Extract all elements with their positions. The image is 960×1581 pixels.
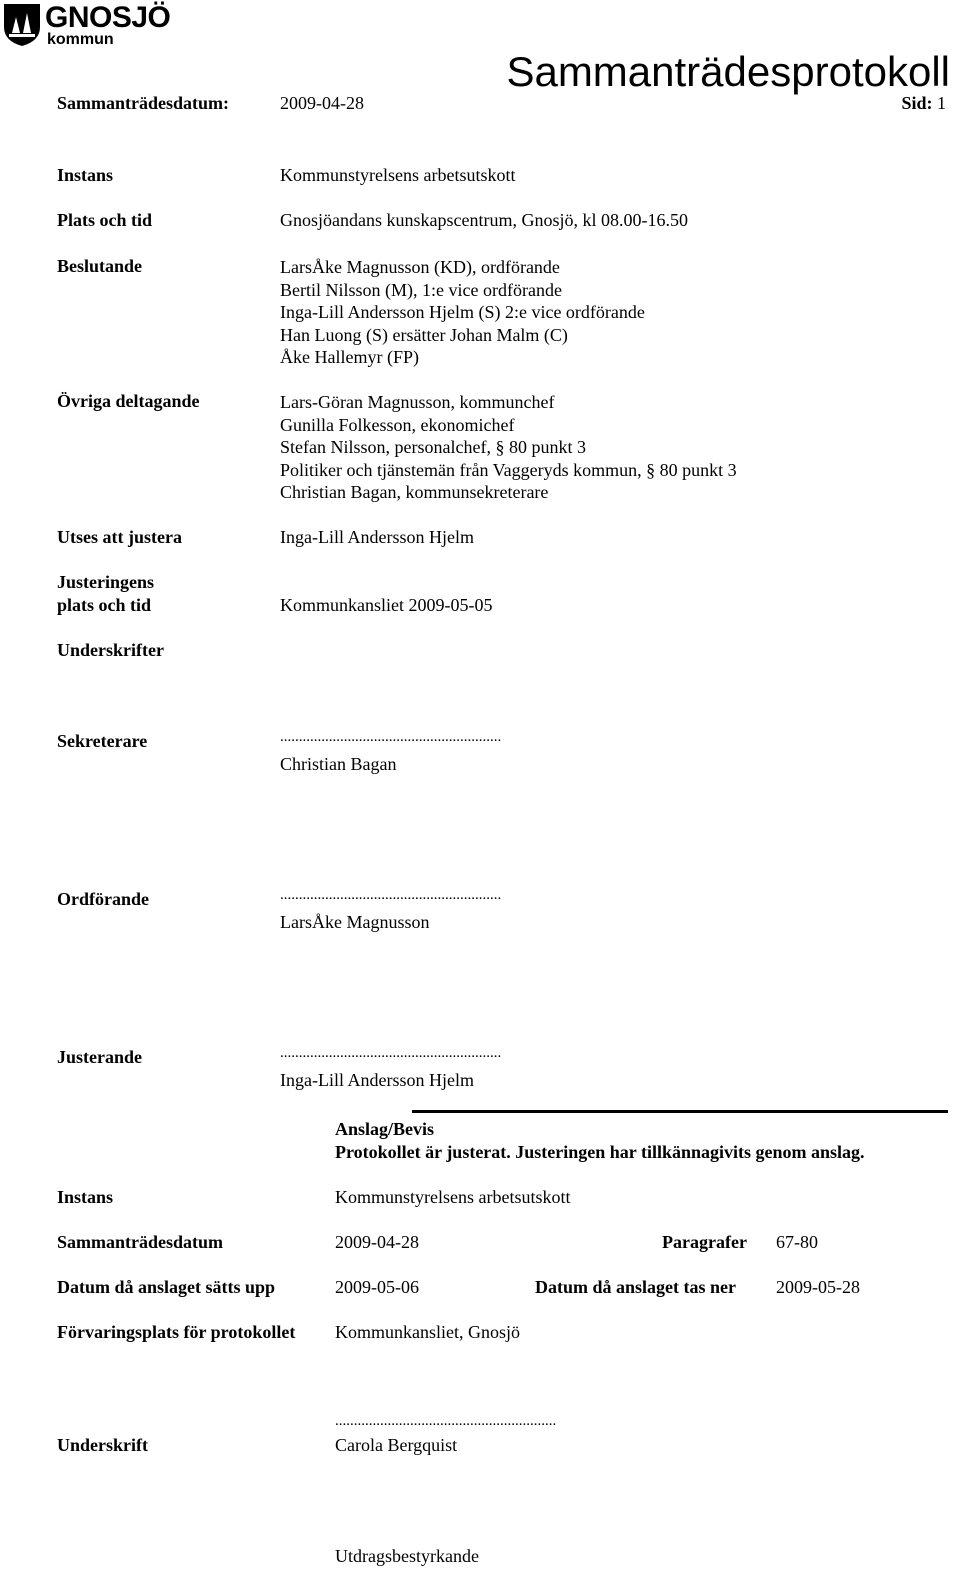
- signatures-heading: Underskrifter: [57, 640, 164, 660]
- list-item: Politiker och tjänstemän från Vaggeryds kommun, § 80 punkt 3: [280, 459, 737, 480]
- adjustment-value: Kommunkansliet 2009-05-05: [280, 595, 493, 615]
- page-number-label: Sid:: [901, 93, 933, 113]
- instans-value: Kommunstyrelsens arbetsutskott: [280, 165, 516, 185]
- logo-subtitle: kommun: [47, 31, 114, 48]
- list-item: Han Luong (S) ersätter Johan Malm (C): [280, 324, 568, 345]
- secretary-name: Christian Bagan: [280, 754, 397, 774]
- list-item: Lars-Göran Magnusson, kommunchef: [280, 392, 555, 412]
- posted-date-value: 2009-05-06: [335, 1277, 419, 1297]
- paragraphs-label: Paragrafer: [662, 1232, 747, 1252]
- page-number-value: 1: [937, 93, 946, 113]
- adjuster-label: Utses att justera: [57, 527, 182, 547]
- page-number: [901, 93, 946, 114]
- adjuster-signature-name: Inga-Lill Andersson Hjelm: [280, 1070, 474, 1090]
- secretary-signature-line: ...........................................................: [280, 729, 502, 745]
- storage-place-label: Förvaringsplats för protokollet: [57, 1322, 296, 1342]
- decision-makers-list: [280, 256, 645, 369]
- meeting-date-value: 2009-04-28: [280, 93, 364, 113]
- meeting-date-label: Sammanträdesdatum:: [57, 93, 230, 113]
- adjuster-value: Inga-Lill Andersson Hjelm: [280, 527, 474, 547]
- adjuster-signature-line: ...........................................................: [280, 1045, 502, 1061]
- anslag-instans-label: Instans: [57, 1187, 114, 1207]
- chairman-label: Ordförande: [57, 889, 149, 909]
- page-title: Sammanträdesprotokoll: [506, 48, 950, 95]
- signature-label: Underskrift: [57, 1435, 148, 1455]
- decision-makers-label: Beslutande: [57, 256, 143, 276]
- list-item: Gunilla Folkesson, ekonomichef: [280, 414, 515, 435]
- chairman-name: LarsÅke Magnusson: [280, 912, 430, 932]
- adjustment-label-line2: plats och tid: [57, 595, 152, 615]
- extract-certification: Utdragsbestyrkande: [335, 1546, 479, 1566]
- crest-icon: [3, 3, 41, 47]
- place-time-value: Gnosjöandans kunskapscentrum, Gnosjö, kl 08.00-16.50: [280, 210, 688, 230]
- municipality-logo: [3, 3, 171, 49]
- other-participants-list: [280, 391, 737, 504]
- anslag-instans-value: Kommunstyrelsens arbetsutskott: [335, 1187, 571, 1207]
- list-item: Bertil Nilsson (M), 1:e vice ordförande: [280, 279, 562, 300]
- secretary-label: Sekreterare: [57, 731, 148, 751]
- list-item: Stefan Nilsson, personalchef, § 80 punkt 3: [280, 437, 586, 457]
- signature-line: ...........................................................: [335, 1413, 557, 1429]
- posted-date-label: Datum då anslaget sätts upp: [57, 1277, 276, 1297]
- logo-name: GNOSJÖ: [45, 1, 171, 34]
- adjustment-label-line1: Justeringens: [57, 572, 155, 592]
- anslag-date-label: Sammanträdesdatum: [57, 1232, 224, 1252]
- paragraphs-value: 67-80: [776, 1232, 818, 1252]
- signature-name: Carola Bergquist: [335, 1435, 458, 1455]
- removed-date-value: 2009-05-28: [776, 1277, 860, 1297]
- other-participants-label: Övriga deltagande: [57, 391, 200, 411]
- place-time-label: Plats och tid: [57, 210, 153, 230]
- list-item: LarsÅke Magnusson (KD), ordförande: [280, 257, 560, 277]
- instans-label: Instans: [57, 165, 114, 185]
- anslag-statement: Protokollet är justerat. Justeringen har tillkännagivits genom anslag.: [335, 1142, 865, 1162]
- list-item: Åke Hallemyr (FP): [280, 347, 419, 367]
- storage-place-value: Kommunkansliet, Gnosjö: [335, 1322, 520, 1342]
- list-item: Inga-Lill Andersson Hjelm (S) 2:e vice ordförande: [280, 302, 645, 322]
- anslag-date-value: 2009-04-28: [335, 1232, 419, 1252]
- anslag-divider: [412, 1110, 948, 1113]
- anslag-heading: Anslag/Bevis: [335, 1119, 435, 1139]
- list-item: Christian Bagan, kommunsekreterare: [280, 482, 549, 502]
- adjuster-signature-label: Justerande: [57, 1047, 142, 1067]
- removed-date-label: Datum då anslaget tas ner: [535, 1277, 736, 1297]
- chairman-signature-line: ...........................................................: [280, 887, 502, 903]
